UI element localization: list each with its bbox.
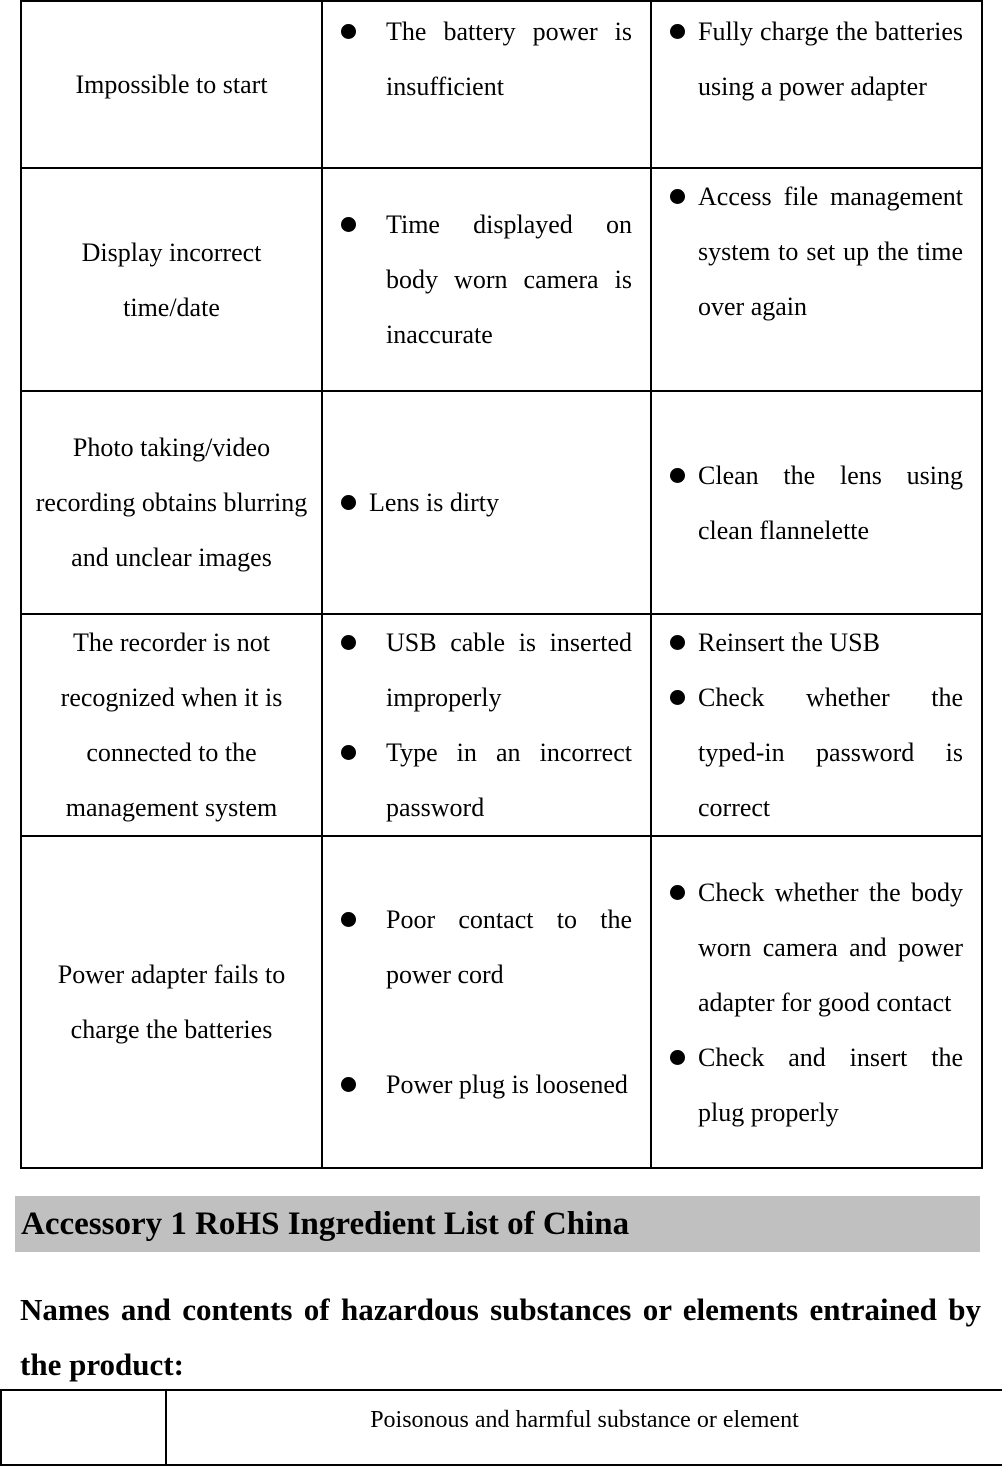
bullet-icon (341, 217, 356, 232)
table-row (21, 391, 982, 614)
list-item (670, 1030, 963, 1140)
solution-cell (651, 168, 982, 391)
problem-text: Power adapter fails to charge the batteries (57, 960, 286, 1044)
solution-text: Check and insert the plug properly (698, 1042, 963, 1127)
cause-text: Type in an incorrect password (386, 738, 632, 822)
solution-cell (651, 836, 982, 1168)
cause-text: Lens is dirty (369, 488, 499, 517)
problem-cell (21, 614, 322, 836)
bullet-icon (670, 690, 685, 705)
cause-cell (322, 614, 651, 836)
list-item (670, 448, 963, 558)
solution-text: Access file management system to set up the time over again (698, 182, 963, 321)
bullet-icon (670, 189, 685, 204)
cause-cell (322, 391, 651, 614)
list-item (341, 892, 632, 1002)
table-row (21, 168, 982, 391)
names-heading: Names and contents of hazardous substances or elements entrained by the product: (20, 1292, 981, 1382)
accessory-heading-bar (15, 1196, 980, 1252)
solution-text: Check whether the body worn camera and power adapter for good contact (698, 877, 963, 1017)
bullet-icon (341, 24, 356, 39)
bullet-icon (341, 745, 356, 760)
bullet-icon (341, 495, 356, 510)
rohs-header-first (1, 1390, 166, 1465)
solution-cell (651, 1, 982, 168)
problem-cell (21, 391, 322, 614)
cause-text: The battery power is insufficient (386, 17, 632, 101)
rohs-header-second: Poisonous and harmful substance or element (166, 1390, 1002, 1465)
list-item (341, 4, 632, 114)
table-row (21, 836, 982, 1168)
solution-cell (651, 614, 982, 836)
cause-cell (322, 168, 651, 391)
accessory-title: Accessory 1 RoHS Ingredient List of China (21, 1205, 630, 1242)
cause-text: USB cable is inserted improperly (386, 628, 632, 712)
solution-text: Clean the lens using clean flannelette (698, 460, 963, 545)
solution-text: Check whether the typed-in password is correct (698, 683, 963, 822)
list-item (341, 725, 632, 835)
list-item (341, 1057, 632, 1112)
solution-text: Reinsert the USB (698, 628, 880, 657)
solution-text: Fully charge the batteries using a power adapter (698, 17, 963, 101)
list-item (341, 197, 632, 362)
list-item (341, 475, 632, 530)
bullet-icon (341, 635, 356, 650)
problem-text: Impossible to start (75, 70, 268, 99)
bullet-icon (670, 885, 685, 900)
bullet-icon (670, 635, 685, 650)
list-item (341, 615, 632, 725)
cause-cell (322, 836, 651, 1168)
rohs-table (0, 1389, 1002, 1466)
table-row (21, 614, 982, 836)
bullet-icon (670, 468, 685, 483)
bullet-icon (670, 1050, 685, 1065)
problem-cell (21, 836, 322, 1168)
cause-text: Power plug is loosened (386, 1070, 628, 1099)
cause-text: Time displayed on body worn camera is inaccurate (386, 210, 632, 349)
list-item (670, 4, 963, 114)
problem-cell (21, 1, 322, 168)
bullet-icon (341, 912, 356, 927)
table-row (1, 1390, 1002, 1465)
table-row (21, 1, 982, 168)
cause-cell (322, 1, 651, 168)
solution-cell (651, 391, 982, 614)
problem-text: Photo taking/video recording obtains blurring and unclear images (35, 433, 308, 572)
list-item (670, 865, 963, 1030)
bullet-icon (670, 24, 685, 39)
bullet-icon (341, 1077, 356, 1092)
list-item (670, 169, 963, 334)
list-item (670, 670, 963, 835)
list-item (670, 615, 963, 670)
problem-text: The recorder is not recognized when it is connected to the management system (60, 628, 283, 822)
problem-cell (21, 168, 322, 391)
problem-text: Display incorrect time/date (81, 237, 262, 322)
troubleshooting-table (20, 0, 983, 1169)
cause-text: Poor contact to the power cord (386, 905, 632, 989)
